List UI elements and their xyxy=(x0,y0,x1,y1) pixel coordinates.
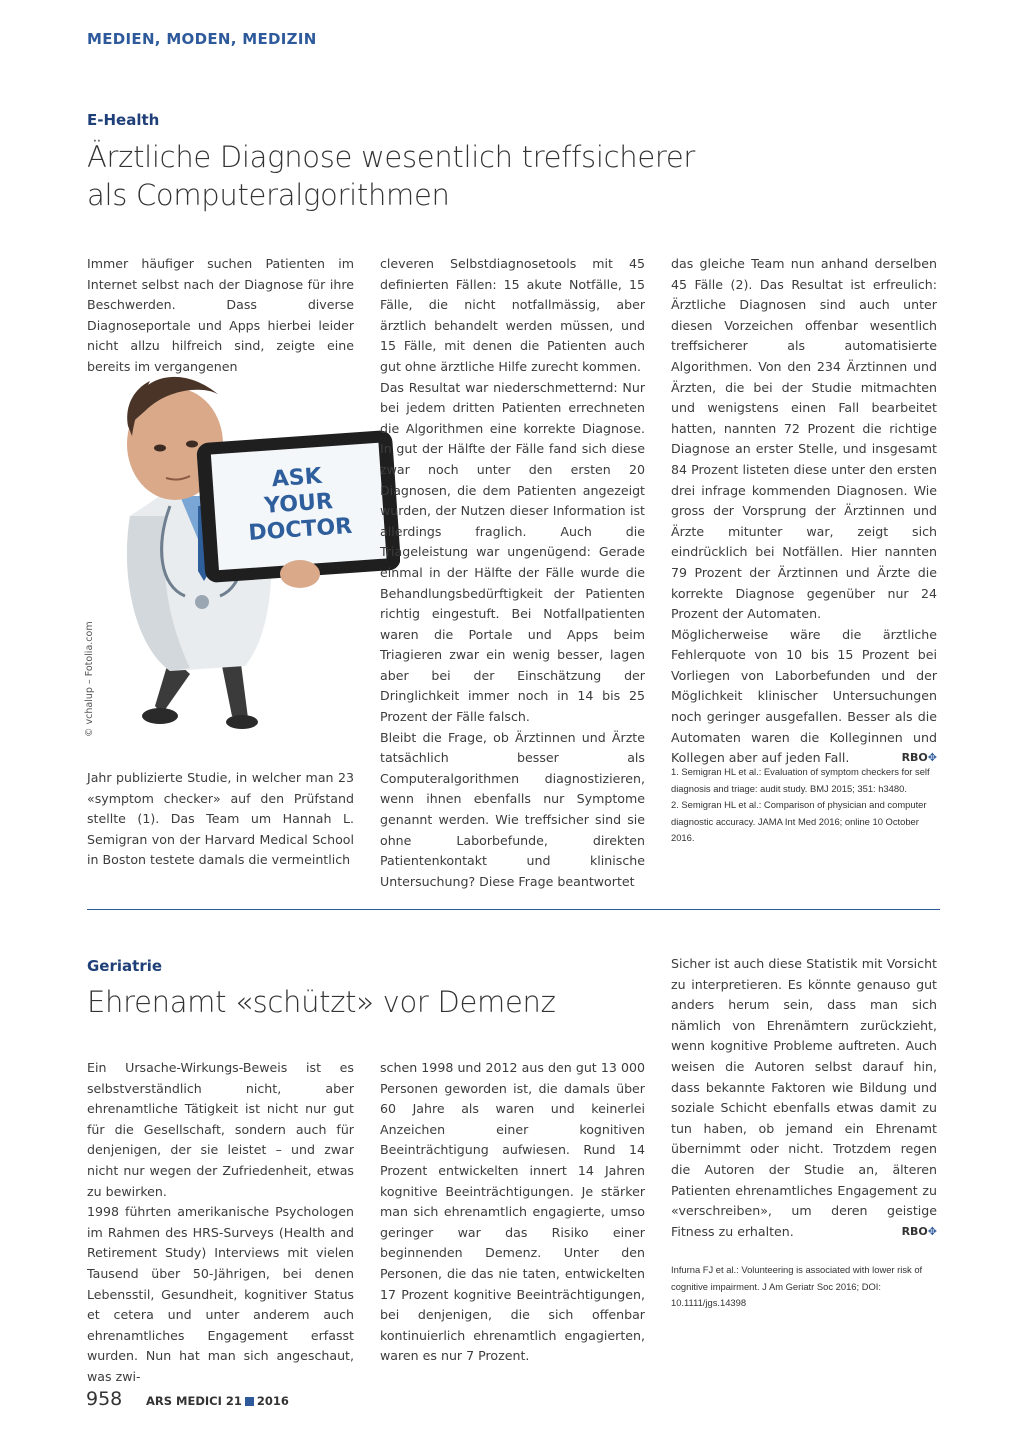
journal-footer xyxy=(146,1394,289,1408)
article2-reference xyxy=(671,1262,939,1312)
article2-col1-para1: Ein Ursache-Wirkungs-Beweis ist es selbstverständlich nicht, aber ehrenamtliche Tätigkeit ist nicht nur gut für die Gesellschaft, sondern auch für denjenigen, der sie leistet – und zwar nicht nur wegen der Zufriedenheit, etwas zu bewirken. xyxy=(87,1060,354,1199)
article1-col1-bottom xyxy=(87,768,354,871)
section-divider xyxy=(87,909,940,910)
tablet-text-line2: YOUR xyxy=(263,489,334,519)
article1-title-line2: als Computeralgorithmen xyxy=(87,178,450,212)
article1-col2 xyxy=(380,254,645,892)
article2-signature: RBO✥ xyxy=(901,1224,937,1238)
article1-col2-para3: Bleibt die Frage, ob Ärztinnen und Ärzte tatsächlich besser als Computeralgorithmen diagnostizieren, wenn ihnen ebenfalls nur Symptome genannt werden. Wie treffsicher sind sie ohne Laborbefunde, direkten Patientenkontakt und klinische Untersuchung? Diese Frage beantwortet xyxy=(380,729,645,889)
article2-col3-para xyxy=(671,954,937,1242)
article2-col3-text: Sicher ist auch diese Statistik mit Vorsicht zu interpretieren. Es könnte genauso gut anders herum sein, dass man sich nämlich von Ehrenämtern zurückzieht, wenn kognitive Probleme auftreten. Auch weisen die Autoren selbst darauf hin, dass bekannte Faktoren wie Bildung und soziale Schicht ebenfalls etwas damit zu tun haben, ob jemand ein Ehrenamt übernimmt oder nicht. Trotzdem regen die Autoren der Studie an, älteren Patienten ehrenamtliches Engagement zu «verschreiben», um deren geistige Fitness zu erhalten. xyxy=(671,956,937,1239)
running-head: MEDIEN, MODEN, MEDIZIN xyxy=(87,30,317,48)
footer-square-icon xyxy=(245,1397,254,1406)
tablet-text-line3: DOCTOR xyxy=(247,513,353,546)
article1-title-line1: Ärztliche Diagnose wesentlich treffsicherer xyxy=(87,140,696,174)
article1-title xyxy=(87,138,727,214)
article1-ref1: 1. Semigran HL et al.: Evaluation of symptom checkers for self diagnosis and triage: audit study. BMJ 2015; 351: h3480. xyxy=(671,766,930,794)
article1-col1-bottom-text: Jahr publizierte Studie, in welcher man 23 «symptom checker» auf den Prüfstand stellte (1). Das Team um Hannah L. Semigran von der Harvard Medical School in Boston testete damals die vermeintlich xyxy=(87,770,354,868)
article2-col1 xyxy=(87,1058,354,1388)
article1-ref2: 2. Semigran HL et al.: Comparison of physician and computer diagnostic accuracy. JAMA Int Med 2016; online 10 October 2016. xyxy=(671,799,927,843)
article1-signature: RBO✥ xyxy=(901,751,937,765)
article2-kicker: Geriatrie xyxy=(87,957,163,975)
article2-col2-text: schen 1998 und 2012 aus den gut 13 000 Personen geworden ist, die damals über 60 Jahre als waren und keinerlei Anzeichen einer kognitiven Beeinträchtigung aufwiesen. Rund 14 Prozent entwickelten innert 14 Jahren kognitive Beeinträchtigungen. Je stärker man sich ehrenamtlich engagierte, umso geringer war das Risiko einer beginnenden Demenz. Unter den Personen, die das nie taten, entwickelten 17 Prozent kognitive Beeinträchtigungen, bei denjenigen, die sich offenbar kontinuierlich ehrenamtlich engagierten, waren es nur 7 Prozent. xyxy=(380,1060,645,1364)
article1-col3-para1: das gleiche Team nun anhand derselben 45 Fälle (2). Das Resultat ist erfreulich: Ärztliche Diagnosen sind auch unter diesen Vorzeichen offenbar wesentlich treffsicherer als automatisierte Algorithmen. Von den 234 Ärztinnen und Ärzten, die bei der Studie mitmachten und wenigstens einen Fall bearbeitet hatten, nannten 72 Prozent die richtige Diagnose an erster Stelle, und insgesamt 84 Prozent listeten diese unter den ersten drei infrage kommenden Diagnosen. Wie gross der Vorsprung der Ärztinnen und Ärzte mitunter war, zeigt sich eindrücklich bei Notfällen. Hier nannten 79 Prozent der Ärztinnen und Ärzte die korrekte Diagnose gegenüber nur 24 Prozent der Automaten. xyxy=(671,256,937,622)
article2-col2 xyxy=(380,1058,645,1367)
page-number: 958 xyxy=(86,1388,123,1410)
article1-references xyxy=(671,764,939,847)
article1-col3 xyxy=(671,254,937,769)
article1-col3-para2-text: Möglicherweise wäre die ärztliche Fehlerquote von 10 bis 15 Prozent bei Vorliegen von Laborbefunden und der Möglichkeit klinischer Untersuchungen noch geringer ausgefallen. Besser als die Automaten waren die Kolleginnen und Kollegen aber auf jeden Fall. xyxy=(671,626,937,766)
tablet-text-line1: ASK xyxy=(270,463,323,493)
doctor-tablet-photo xyxy=(100,356,400,741)
journal-year: 2016 xyxy=(256,1394,289,1408)
article1-col1-top-text: Immer häufiger suchen Patienten im Internet selbst nach der Diagnose für ihre Beschwerden. Dass diverse Diagnoseportale und Apps hierbei leider nicht allzu hilfreich sind, zeigte eine bereits im vergangenen xyxy=(87,256,354,374)
article1-col3-para2 xyxy=(671,625,937,769)
article1-kicker: E-Health xyxy=(87,111,160,129)
article2-col3 xyxy=(671,954,937,1242)
journal-name: ARS MEDICI 21 xyxy=(146,1394,242,1408)
article1-col2-para1: cleveren Selbstdiagnosetools mit 45 definierten Fällen: 15 akute Notfälle, 15 Fälle, die nicht notfallmässig, aber ärztlich behandelt werden müssen, und 15 Fälle, mit denen die Patienten auch gut ohne ärztliche Hilfe zurecht kommen. xyxy=(380,256,645,374)
article1-col2-para2: Das Resultat war niederschmetternd: Nur bei jedem dritten Patienten errechneten die Algorithmen eine korrekte Diagnose. In gut der Hälfte der Fälle fand sich diese zwar noch unter den ersten 20 Diagnosen, die dem Patienten angezeigt wurden, der Nutzen dieser Information ist allerdings fraglich. Auch die Triageleistung war ungenügend: Gerade einmal in der Hälfte der Fälle wurde die Behandlungsbedürftigkeit der Patienten richtig eingestuft. Bei Notfallpatienten waren die Portale und Apps beim Triagieren zwar ein wenig besser, lagen aber bei der Einschätzung der Dringlichkeit immer noch in 14 bis 25 Prozent der Fälle falsch. xyxy=(380,379,645,725)
article2-col1-para2: 1998 führten amerikanische Psychologen im Rahmen des HRS-Surveys (Health and Retirement Study) Interviews mit vielen Tausend über 50-Jährigen, bei denen Lebensstil, Gesundheit, kognitiver Status et cetera und unter anderem auch ehrenamtliches Engagement erfasst wurden. Nun hat man sich angeschaut, was zwi- xyxy=(87,1204,354,1384)
article2-ref: Infurna FJ et al.: Volunteering is associated with lower risk of cognitive impairment. J Am Geriatr Soc 2016; DOI: 10.1111/jgs.14398 xyxy=(671,1264,923,1308)
article2-title: Ehrenamt «schützt» vor Demenz xyxy=(87,985,556,1019)
photo-credit: © vchalup – Fotolia.com xyxy=(84,621,95,737)
